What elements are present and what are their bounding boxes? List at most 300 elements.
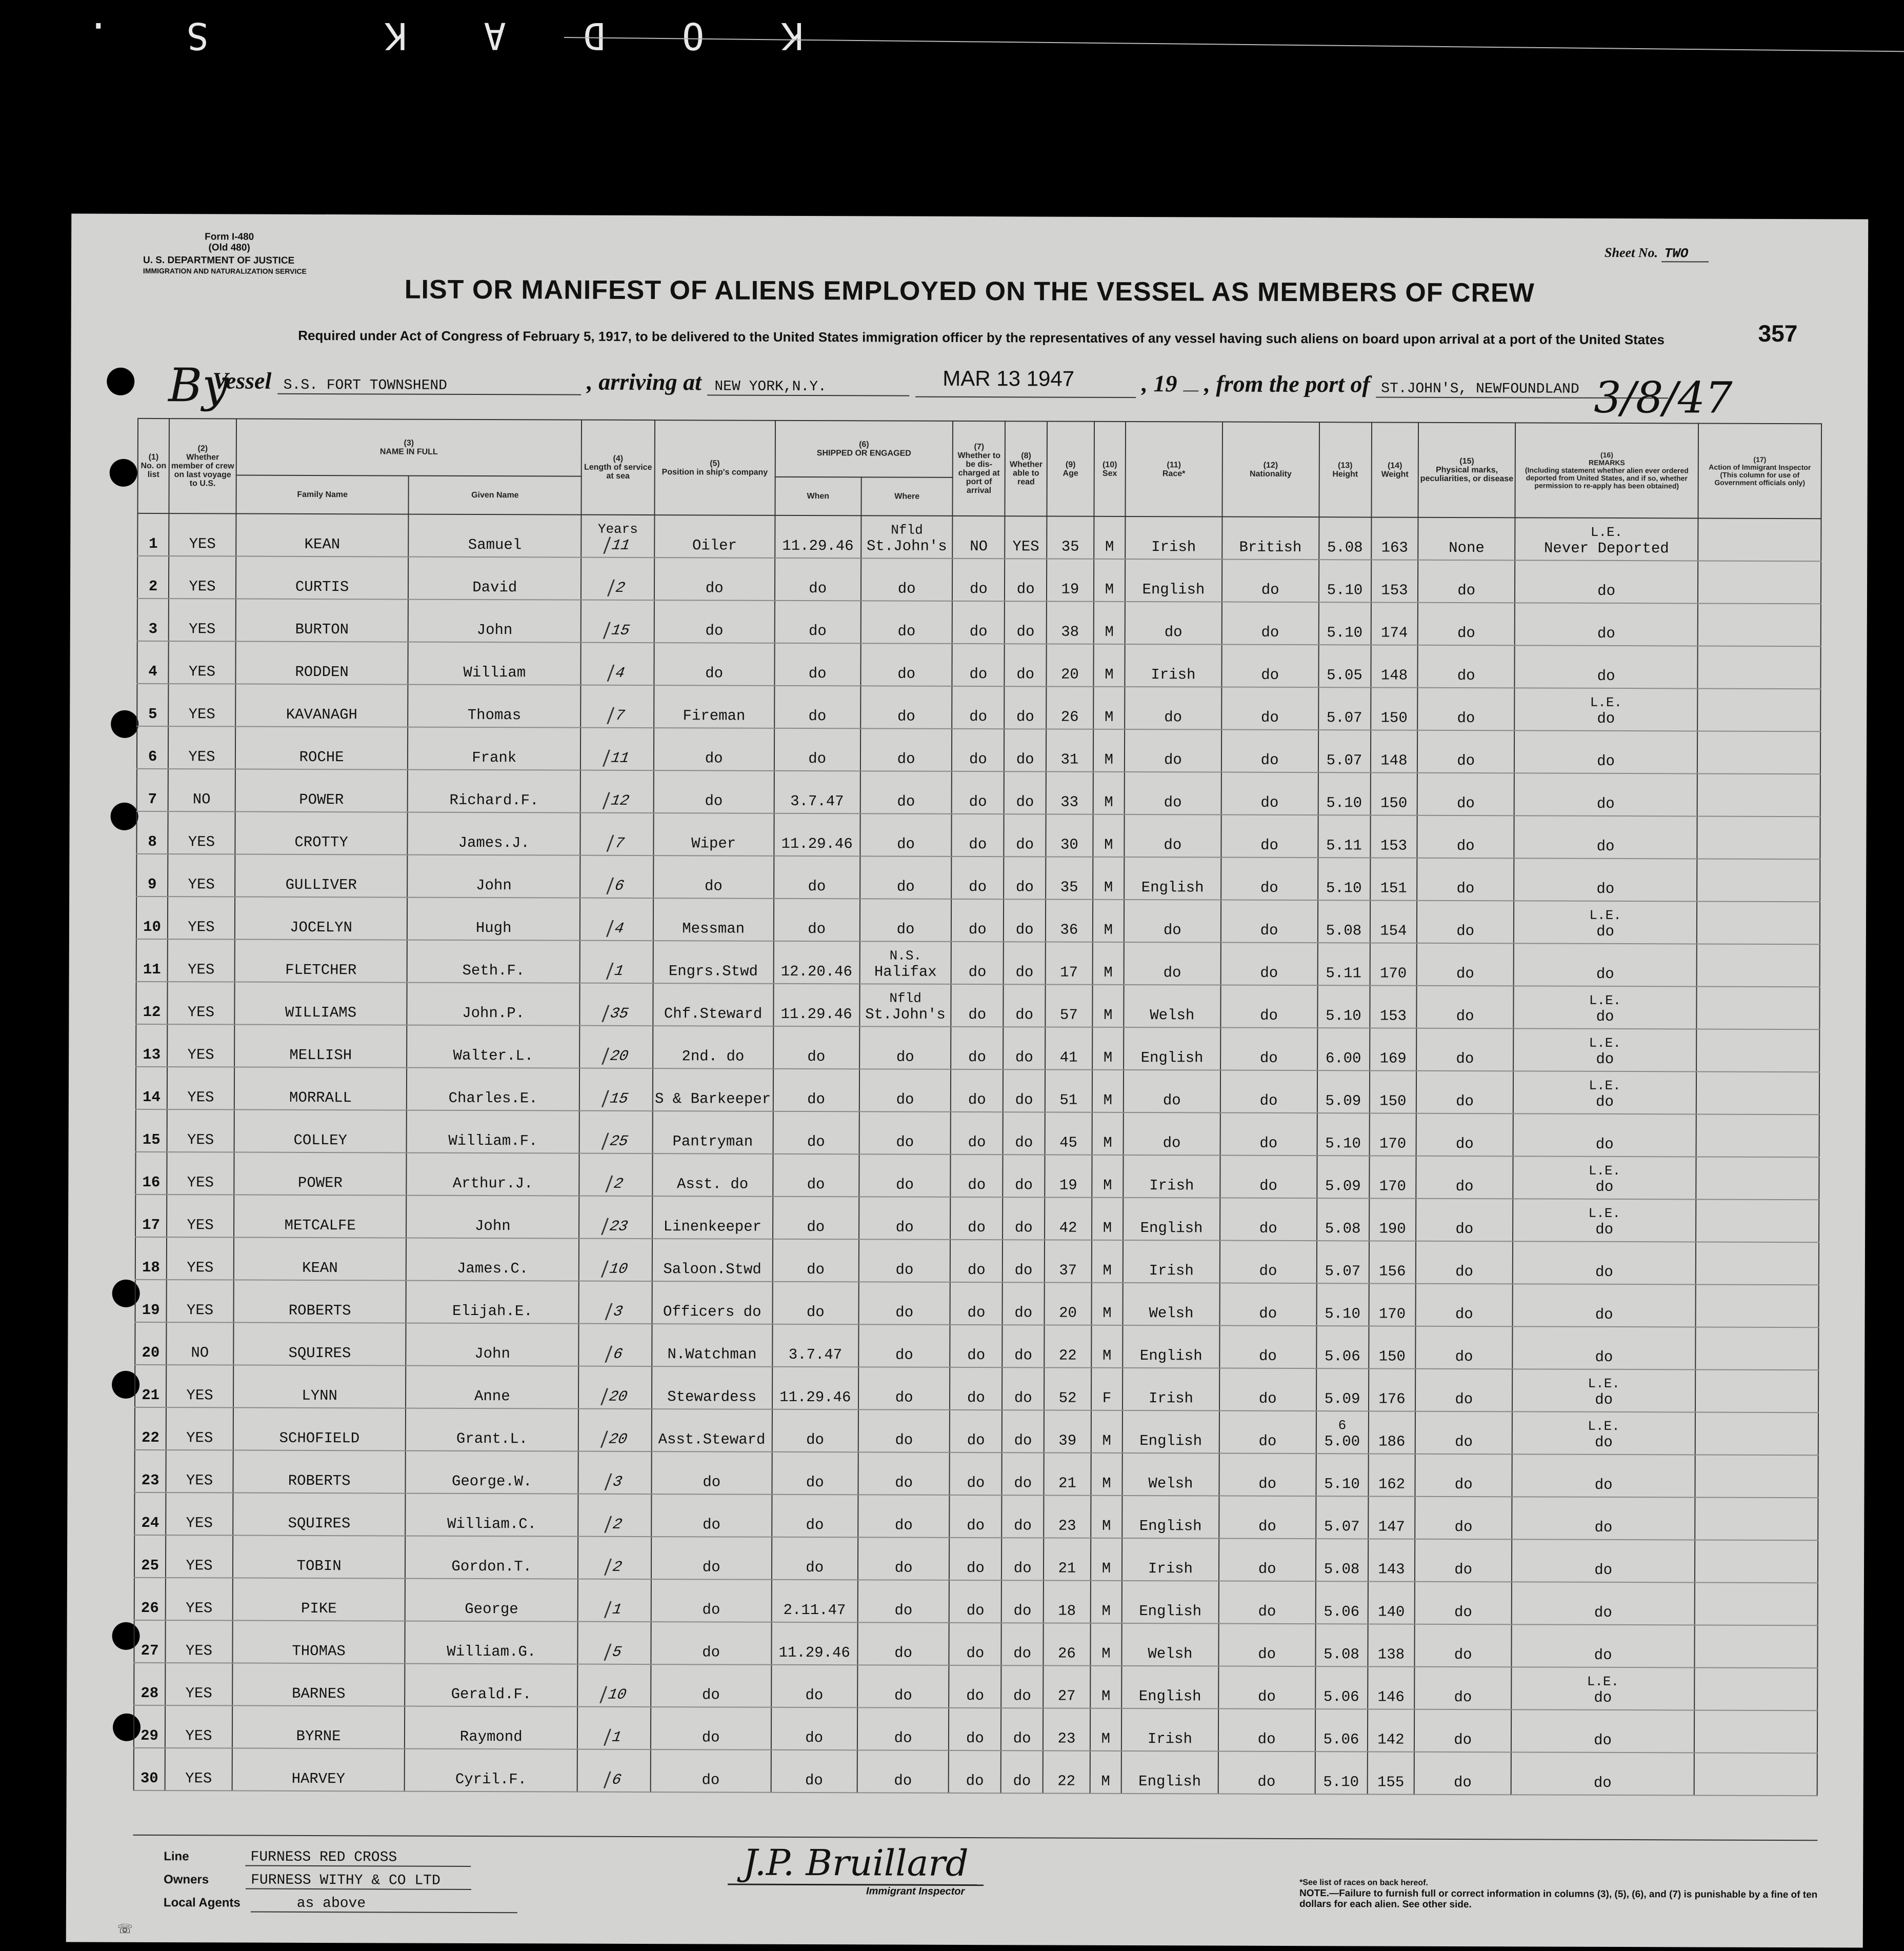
corner-mark: ☏ <box>117 1922 133 1936</box>
remarks-cell <box>1512 1497 1695 1540</box>
service-years-value: 20 <box>600 1388 630 1405</box>
race-value: English <box>1140 1049 1204 1067</box>
row-number-cell <box>134 1748 165 1790</box>
able-to-read-cell <box>1001 1538 1044 1580</box>
owners-label: Owners <box>164 1873 209 1887</box>
sex-cell <box>1092 942 1124 985</box>
nationality-value: do <box>1259 1049 1278 1067</box>
family-name-cell <box>236 514 409 557</box>
position-value: Stewardess <box>667 1388 757 1406</box>
height-annotation: 6 <box>1338 1418 1347 1434</box>
inspector-action-cell <box>1696 1199 1819 1242</box>
age-value: 21 <box>1058 1560 1076 1577</box>
age-cell <box>1045 1112 1092 1154</box>
weight-cell <box>1371 560 1418 602</box>
given-name-value: Cyril.F. <box>455 1770 527 1788</box>
shipped-where-cell <box>860 856 952 899</box>
sex-cell <box>1092 1198 1123 1240</box>
shipped-where-cell <box>858 1537 950 1580</box>
family-name-value: ROCHE <box>299 748 344 766</box>
family-name-value: MELLISH <box>289 1046 352 1064</box>
previous-voyage-value: YES <box>189 621 216 638</box>
weight-value: 150 <box>1378 1348 1406 1365</box>
able-to-read-cell <box>1005 559 1047 601</box>
weight-cell <box>1370 858 1417 900</box>
able-to-read-value: do <box>1015 921 1034 939</box>
able-to-read-value: do <box>1015 1177 1033 1194</box>
weight-value: 151 <box>1380 880 1407 897</box>
col-header-height: (13) Height <box>1319 422 1372 517</box>
discharged-value: do <box>968 1091 986 1109</box>
weight-value: 190 <box>1379 1220 1406 1238</box>
nationality-value: do <box>1259 1305 1277 1322</box>
line-value: FURNESS RED CROSS <box>246 1849 471 1867</box>
age-cell <box>1043 1708 1090 1750</box>
race-value: do <box>1163 1092 1181 1109</box>
discharged-value: do <box>967 1304 986 1322</box>
previous-voyage-cell <box>168 939 235 982</box>
weight-value: 147 <box>1378 1518 1405 1536</box>
shipped-when-value: do <box>807 1091 826 1108</box>
age-value: 39 <box>1058 1432 1077 1449</box>
physical-marks-cell <box>1415 1624 1512 1667</box>
age-cell <box>1045 1240 1092 1282</box>
able-to-read-value: do <box>1016 793 1034 811</box>
sex-cell <box>1094 602 1125 644</box>
age-cell <box>1043 1623 1090 1665</box>
able-to-read-cell <box>1003 1240 1045 1282</box>
shipped-when-cell <box>771 1707 857 1750</box>
height-value: 5.06 <box>1324 1603 1360 1621</box>
shipped-where-value: do <box>896 1091 914 1108</box>
row-number-value: 16 <box>142 1173 161 1191</box>
able-to-read-cell <box>1003 1325 1045 1367</box>
physical-marks-cell <box>1416 1071 1513 1114</box>
position-value: do <box>702 1644 720 1661</box>
given-name-cell <box>405 1579 578 1622</box>
family-name-cell <box>234 1152 407 1196</box>
shipped-when-cell <box>771 1665 858 1708</box>
race-cell <box>1125 602 1222 645</box>
shipped-when-cell <box>771 1622 858 1665</box>
discharged-cell <box>952 644 1005 686</box>
physical-marks-value: do <box>1456 922 1475 940</box>
given-name-cell <box>407 898 580 941</box>
able-to-read-value: do <box>1014 1432 1032 1449</box>
sex-cell <box>1093 857 1124 900</box>
position-value: do <box>702 1559 720 1576</box>
remarks-value: do <box>1593 1774 1612 1791</box>
agents-value: as above <box>251 1896 517 1914</box>
col-header-age: (9) Age <box>1047 421 1094 516</box>
row-number-value: 2 <box>148 578 158 595</box>
height-cell <box>1317 900 1370 943</box>
previous-voyage-value: YES <box>187 1131 214 1149</box>
remarks-value: do <box>1594 1689 1612 1706</box>
shipped-when-cell <box>773 941 860 984</box>
weight-value: 169 <box>1379 1050 1407 1067</box>
family-name-value: MORRALL <box>289 1089 352 1107</box>
row-number-value: 4 <box>148 663 157 681</box>
weight-value: 154 <box>1380 922 1407 940</box>
remarks-value: do <box>1596 923 1614 940</box>
sex-value: M <box>1104 921 1113 939</box>
shipped-when-value: 11.29.46 <box>779 1388 851 1406</box>
race-value: do <box>1163 922 1181 939</box>
family-name-cell <box>232 1706 405 1749</box>
able-to-read-cell <box>1003 1282 1045 1325</box>
weight-cell <box>1368 1581 1415 1624</box>
remarks-annotation: L.E. <box>1587 1674 1619 1689</box>
age-cell <box>1047 516 1094 559</box>
crew-row <box>137 641 1820 689</box>
given-name-value: John <box>476 621 513 639</box>
age-value: 26 <box>1057 1645 1076 1662</box>
remarks-value: do <box>1595 1391 1613 1408</box>
height-value: 5.07 <box>1326 709 1362 727</box>
col-header-discharged: (7) Whether to be dis-charged at port of arrival <box>953 421 1006 516</box>
discharged-value: do <box>968 921 987 939</box>
physical-marks-value: do <box>1456 1092 1474 1110</box>
discharged-cell <box>950 1452 1002 1495</box>
sex-value: M <box>1104 1006 1113 1024</box>
sex-value: M <box>1103 1177 1112 1194</box>
physical-marks-cell <box>1417 688 1514 731</box>
previous-voyage-cell <box>166 1365 233 1407</box>
row-number-value: 11 <box>143 961 161 979</box>
race-value: do <box>1164 837 1182 854</box>
physical-marks-cell <box>1414 1667 1511 1710</box>
position-cell <box>651 1537 772 1580</box>
shipped-when-cell <box>771 1580 858 1623</box>
nationality-value: do <box>1258 1603 1276 1620</box>
shipped-when-value: do <box>808 750 827 768</box>
previous-voyage-cell <box>169 556 236 599</box>
sex-cell <box>1093 729 1125 772</box>
sex-cell <box>1091 1410 1123 1453</box>
remarks-annotation: L.E. <box>1588 1205 1621 1222</box>
position-value: do <box>702 1601 720 1619</box>
height-value: 5.10 <box>1324 1476 1360 1493</box>
crew-row <box>134 1535 1818 1583</box>
height-value: 6.00 <box>1325 1050 1361 1067</box>
remarks-value: do <box>1595 1348 1613 1366</box>
discharged-cell <box>950 1197 1003 1240</box>
col-header-action: (17) Action of Immigrant Inspector (This column for use of Government officials only) <box>1698 423 1821 519</box>
page-title: LIST OR MANIFEST OF ALIENS EMPLOYED ON THE VESSEL AS MEMBERS OF CREW <box>404 274 1535 308</box>
shipped-where-cell <box>858 1282 950 1325</box>
able-to-read-value: do <box>1015 1006 1034 1024</box>
remarks-value: do <box>1596 880 1615 898</box>
shipped-where-cell <box>860 813 952 857</box>
physical-marks-cell <box>1418 560 1515 603</box>
race-cell <box>1124 1027 1220 1070</box>
age-cell <box>1044 1367 1091 1410</box>
physical-marks-value: do <box>1454 1731 1472 1749</box>
discharged-cell <box>949 1750 1001 1793</box>
sex-cell <box>1090 1666 1121 1708</box>
discharged-value: do <box>969 666 988 683</box>
col-header-given-name: Given Name <box>409 476 582 515</box>
shipped-where-cell <box>861 515 953 559</box>
remarks-cell <box>1513 1284 1696 1327</box>
race-cell <box>1122 1538 1219 1581</box>
service-years-value: 1 <box>604 1601 625 1618</box>
able-to-read-cell <box>1002 1495 1044 1538</box>
sex-cell <box>1091 1368 1123 1410</box>
race-value: English <box>1139 1518 1202 1535</box>
able-to-read-cell <box>1005 686 1047 729</box>
discharged-value: do <box>967 1517 985 1535</box>
age-value: 19 <box>1061 581 1079 598</box>
row-number-cell <box>136 1109 167 1152</box>
previous-voyage-cell <box>167 1195 234 1237</box>
row-number-value: 30 <box>140 1769 158 1787</box>
col-header-when: When <box>775 477 861 516</box>
physical-marks-value: do <box>1454 1518 1473 1536</box>
shipped-when-cell <box>771 1750 857 1793</box>
shipped-when-cell <box>774 728 860 771</box>
physical-marks-value: do <box>1456 880 1475 898</box>
physical-marks-value: do <box>1457 582 1476 600</box>
family-name-value: COLLEY <box>293 1131 347 1149</box>
line-label: Line <box>164 1849 189 1864</box>
shipped-where-value: do <box>894 1644 913 1662</box>
remarks-value: do <box>1596 1050 1614 1068</box>
shipped-when-value: do <box>806 1517 824 1534</box>
shipped-when-value: do <box>807 1048 826 1066</box>
height-cell <box>1318 772 1370 815</box>
given-name-cell <box>409 514 582 558</box>
crew-row <box>135 1407 1818 1455</box>
given-name-cell <box>405 1536 578 1579</box>
inspector-action-cell <box>1696 1114 1819 1157</box>
races-note: *See list of races on back hereof. <box>1299 1878 1428 1887</box>
crew-row <box>136 811 1820 859</box>
previous-voyage-value: NO <box>191 1344 209 1362</box>
remarks-value: do <box>1597 710 1615 727</box>
discharged-cell <box>950 1240 1003 1282</box>
weight-value: 153 <box>1380 837 1408 854</box>
previous-voyage-cell <box>168 982 235 1024</box>
height-cell <box>1318 815 1370 858</box>
row-number-value: 12 <box>143 1003 161 1021</box>
row-number-value: 18 <box>142 1259 160 1277</box>
previous-voyage-value: YES <box>185 1642 213 1660</box>
previous-voyage-cell <box>168 897 235 939</box>
physical-marks-value: do <box>1456 837 1475 855</box>
previous-voyage-value: YES <box>186 1302 214 1319</box>
weight-cell <box>1368 1539 1415 1581</box>
shipped-when-cell <box>774 686 861 729</box>
weight-cell <box>1370 943 1417 985</box>
previous-voyage-value: YES <box>187 961 215 979</box>
shipped-where-cell <box>857 1750 949 1793</box>
row-number-cell <box>135 1237 167 1280</box>
discharged-value: do <box>967 1347 986 1364</box>
given-name-cell <box>408 727 580 770</box>
race-cell <box>1121 1708 1218 1751</box>
inspector-action-cell <box>1697 901 1820 944</box>
inspector-action-cell <box>1694 1753 1817 1796</box>
physical-marks-value: do <box>1455 1178 1474 1196</box>
shipped-when-value: do <box>807 1133 825 1151</box>
shipped-where-value: Halifax <box>874 963 937 981</box>
sheet-number <box>1605 245 1709 263</box>
race-cell <box>1124 857 1221 900</box>
crew-row <box>134 1450 1818 1498</box>
service-years-value: 3 <box>605 1474 626 1490</box>
family-name-value: LYNN <box>302 1387 338 1405</box>
nationality-cell <box>1220 1028 1317 1071</box>
previous-voyage-value: YES <box>188 706 215 723</box>
col-header-nationality: (12) Nationality <box>1222 422 1319 517</box>
nationality-value: do <box>1261 624 1279 641</box>
service-years-value: 10 <box>599 1686 629 1703</box>
sex-cell <box>1090 1751 1121 1794</box>
inspector-action-cell <box>1697 688 1820 731</box>
physical-marks-value: do <box>1455 1135 1474 1153</box>
row-number-value: 14 <box>143 1088 161 1106</box>
weight-value: 150 <box>1380 709 1408 727</box>
row-number-cell <box>137 556 169 599</box>
height-value: 5.09 <box>1324 1390 1360 1408</box>
height-cell <box>1317 1113 1369 1156</box>
previous-voyage-value: YES <box>187 1217 214 1234</box>
inspector-action-cell <box>1696 1284 1819 1327</box>
row-number-value: 19 <box>142 1301 160 1319</box>
previous-voyage-value: YES <box>189 535 216 553</box>
sex-value: M <box>1101 1560 1111 1577</box>
row-number-value: 24 <box>141 1514 159 1532</box>
position-value: do <box>702 1729 720 1746</box>
height-value: 5.06 <box>1323 1731 1359 1748</box>
row-number-cell <box>134 1663 165 1705</box>
race-cell <box>1121 1751 1218 1794</box>
service-years-cell <box>579 1068 653 1111</box>
able-to-read-value: do <box>1016 666 1035 683</box>
family-name-cell <box>235 854 408 898</box>
row-number-cell <box>137 769 168 811</box>
nationality-cell <box>1221 815 1318 858</box>
race-value: English <box>1139 1603 1202 1620</box>
previous-voyage-cell <box>168 726 235 769</box>
nationality-cell <box>1220 1156 1317 1199</box>
family-name-cell <box>235 812 408 855</box>
able-to-read-cell <box>1001 1750 1043 1793</box>
given-name-cell <box>406 1408 578 1451</box>
age-cell <box>1045 1069 1092 1112</box>
penalty-note: NOTE.—Failure to furnish full or correct information in columns (3), (5), (6), and (7) is punishable by a fine of ten dollars for each alien. See other side. <box>1299 1888 1818 1910</box>
shipped-where-value: do <box>897 665 916 683</box>
nationality-cell <box>1220 1070 1317 1113</box>
departure-port: ST.JOHN'S, NEWFOUNDLAND <box>1376 381 1668 399</box>
row-number-cell <box>136 854 168 897</box>
physical-marks-cell <box>1416 1028 1513 1071</box>
height-cell <box>1316 1326 1369 1368</box>
remarks-cell <box>1512 1539 1695 1582</box>
inspector-action-cell <box>1695 1625 1818 1668</box>
family-name-cell <box>235 727 408 770</box>
nationality-value: do <box>1259 1092 1278 1109</box>
shipped-where-cell <box>857 1665 949 1708</box>
col-header-shipped: (6) SHIPPED OR ENGAGED <box>775 421 953 477</box>
shipped-where-annotation: Nfld <box>889 990 921 1006</box>
given-name-value: Samuel <box>468 536 522 554</box>
able-to-read-cell <box>1005 516 1047 559</box>
sex-value: M <box>1103 1219 1112 1237</box>
family-name-cell <box>233 1408 406 1451</box>
sex-cell <box>1090 1708 1121 1751</box>
sex-value: M <box>1104 708 1114 726</box>
discharged-value: do <box>968 1049 987 1066</box>
given-name-value: Seth.F. <box>462 962 525 980</box>
crew-row <box>134 1578 1818 1625</box>
crew-row <box>135 1322 1818 1370</box>
inspector-action-cell <box>1698 518 1821 561</box>
sex-cell <box>1092 1112 1123 1155</box>
previous-voyage-cell <box>166 1450 233 1492</box>
physical-marks-cell <box>1416 1326 1513 1369</box>
row-number-cell <box>137 599 169 641</box>
age-value: 57 <box>1059 1006 1078 1024</box>
able-to-read-value: do <box>1014 1219 1033 1237</box>
given-name-cell <box>407 1025 580 1068</box>
previous-voyage-value: YES <box>187 1089 214 1106</box>
position-value: do <box>705 580 724 597</box>
physical-marks-cell <box>1416 1241 1513 1284</box>
sex-cell <box>1093 814 1124 857</box>
row-number-value: 10 <box>143 918 161 936</box>
col-header-sex: (10) Sex <box>1094 422 1126 516</box>
age-value: 42 <box>1059 1219 1077 1237</box>
discharged-value: NO <box>970 538 988 555</box>
service-years-value: 5 <box>604 1644 625 1661</box>
given-name-value: John <box>475 1217 511 1235</box>
physical-marks-value: do <box>1454 1688 1472 1706</box>
nationality-cell <box>1218 1624 1315 1667</box>
weight-value: 163 <box>1381 539 1408 556</box>
given-name-value: John.P. <box>462 1004 525 1022</box>
shipped-when-value: do <box>809 580 827 598</box>
arrival-date-stamp: MAR 13 1947 <box>943 366 1075 391</box>
given-name-cell <box>405 1664 578 1707</box>
service-years-cell <box>578 1451 652 1494</box>
service-years-cell <box>581 515 654 558</box>
weight-cell <box>1371 687 1418 730</box>
sheet-no-value: TWO <box>1661 246 1709 262</box>
position-cell <box>652 1196 773 1239</box>
weight-value: 186 <box>1378 1433 1406 1450</box>
height-value: 5.08 <box>1325 1220 1361 1238</box>
height-cell <box>1318 560 1371 602</box>
age-cell <box>1044 1538 1091 1580</box>
service-years-value: 20 <box>602 1048 631 1065</box>
height-value: 5.10 <box>1327 624 1363 642</box>
given-name-cell <box>406 1494 578 1537</box>
discharged-cell <box>951 1027 1003 1069</box>
physical-marks-value: do <box>1453 1774 1472 1791</box>
physical-marks-cell <box>1416 1284 1513 1327</box>
given-name-cell <box>408 855 580 898</box>
age-cell <box>1044 1452 1091 1495</box>
service-years-cell <box>579 983 653 1026</box>
given-name-value: Walter.L. <box>453 1047 534 1065</box>
previous-voyage-value: YES <box>185 1727 212 1745</box>
remarks-cell <box>1512 1454 1695 1497</box>
nationality-value: do <box>1260 922 1278 939</box>
position-value: Officers do <box>663 1303 761 1321</box>
